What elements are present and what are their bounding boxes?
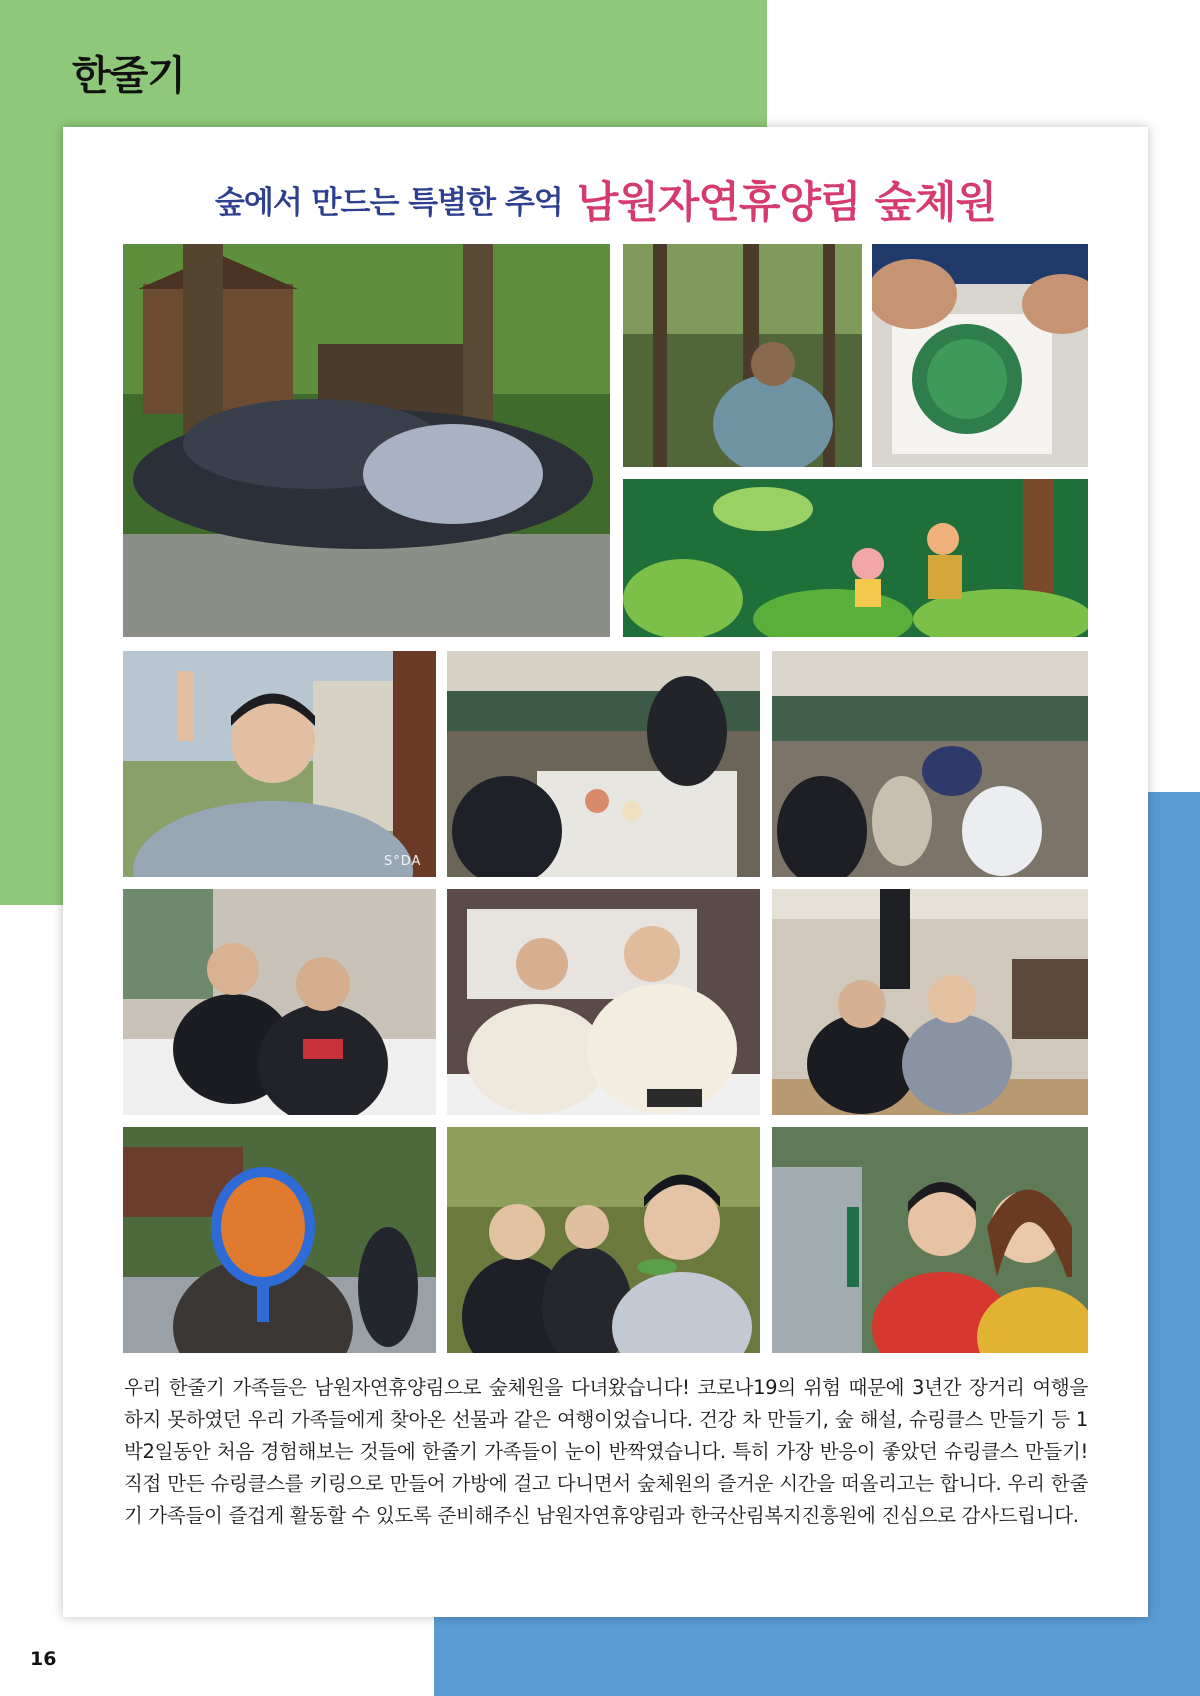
page-number: 16 [30, 1648, 57, 1670]
photo-outdoor-3 [772, 1127, 1088, 1353]
photo-outdoor-2 [447, 1127, 760, 1353]
photo-craft-1 [123, 889, 436, 1115]
headline-title: 남원자연휴양림 숲체원 [576, 178, 997, 228]
photo-craft-drawing [872, 244, 1088, 467]
photo-boy-v-sign [123, 651, 436, 877]
photo-meal-2 [772, 651, 1088, 877]
section-label: 한줄기 [72, 53, 185, 99]
photo-meal-1 [447, 651, 760, 877]
photo-forest-man [623, 244, 862, 467]
headline-subtitle: 숲에서 만드는 특별한 추억 [214, 185, 563, 221]
photo-illustration [623, 479, 1088, 637]
photo-group [123, 244, 610, 637]
photo-craft-3 [772, 889, 1088, 1115]
headline [63, 169, 1148, 230]
photo-outdoor-1 [123, 1127, 436, 1353]
photo-watermark: S°DA [384, 854, 422, 869]
body-text: 우리 한줄기 가족들은 남원자연휴양림으로 숲체원을 다녀왔습니다! 코로나19의 위험 때문에 3년간 장거리 여행을 하지 못하였던 우리 가족들에게 찾아온 선물과 같은 여행이었습니다. 건강 차 만들기, 숲 해설, 슈링클스 만들기 등 1박2일동안 처음 경험해보는 것들에 한줄기 가족들이 눈이 반짝였습니다. 특히 가장 반응이 좋았던 슈링클스 만들기! 직접 만든 슈링클스를 키링으로 만들어 가방에 걸고 다니면서 숲체원의 즐거운 시간을 떠올리고는 합니다. 우리 한줄기 가족들이 즐겁게 활동할 수 있도록 준비해주신 남원자연휴양림과 한국산림복지진흥원에 진심으로 감사드립니다. [124, 1376, 1088, 1527]
article-card [63, 127, 1148, 1617]
photo-craft-2 [447, 889, 760, 1115]
